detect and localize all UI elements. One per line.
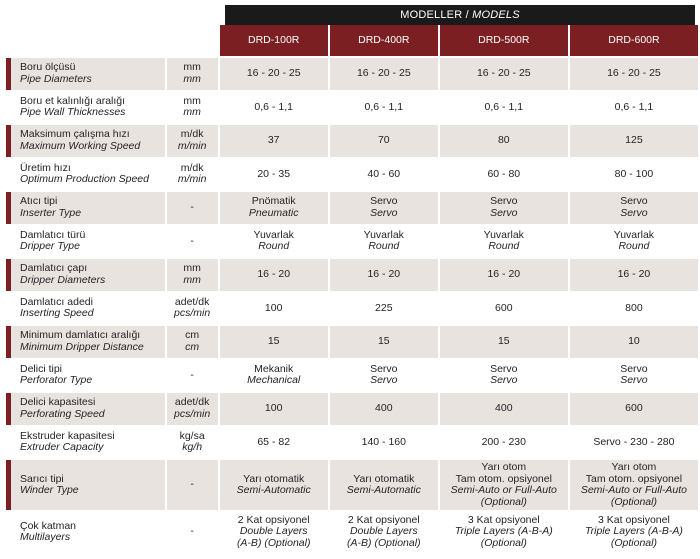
spec-label-tr: Damlatıcı türü xyxy=(20,228,86,241)
spec-value xyxy=(570,224,698,258)
spec-row xyxy=(6,391,698,425)
spec-value-en: Semi-Auto or Full-Auto xyxy=(580,484,688,496)
spec-value-l1: Yarı otom xyxy=(611,461,657,473)
row-accent-bar xyxy=(6,460,11,510)
spec-value xyxy=(220,257,328,291)
spec-value-en: Triple Layers (A-B-A) xyxy=(454,525,553,538)
spec-value xyxy=(440,190,568,224)
spec-unit-en: pcs/min xyxy=(174,307,211,320)
spec-value-l1: Servo - 230 - 280 xyxy=(593,435,675,448)
spec-value-l1: 2 Kat opsiyonel xyxy=(347,513,420,526)
row-accent-bar xyxy=(6,259,11,291)
spec-label xyxy=(6,458,165,510)
spec-value xyxy=(330,257,438,291)
spec-value-l1: Yuvarlak xyxy=(253,228,294,241)
spec-unit-tr: - xyxy=(190,525,194,538)
spec-value xyxy=(570,123,698,157)
spec-label-en: Inserter Type xyxy=(20,206,82,219)
spec-value-en: Servo xyxy=(490,374,518,387)
spec-label xyxy=(6,358,165,392)
spec-value-l1: Servo xyxy=(490,195,518,208)
spec-row xyxy=(6,510,698,552)
spec-unit-tr: - xyxy=(190,368,194,381)
model-drd-600r: DRD-600R xyxy=(570,25,698,56)
spec-label xyxy=(6,425,165,459)
spec-value xyxy=(440,458,568,510)
spec-value xyxy=(220,224,328,258)
spec-label-en: Dripper Diameters xyxy=(20,273,106,286)
spec-unit xyxy=(167,324,218,358)
spec-value-l1: 600 xyxy=(495,301,513,314)
spec-value-l1: Yarı otom xyxy=(481,461,527,473)
spec-label xyxy=(6,90,165,124)
spec-value xyxy=(440,56,568,90)
spec-value xyxy=(220,510,328,552)
spec-value xyxy=(220,324,328,358)
spec-value xyxy=(570,425,698,459)
spec-unit xyxy=(167,425,218,459)
spec-label-tr: Boru ölçüsü xyxy=(20,61,76,74)
spec-label-tr: Delici tipi xyxy=(20,362,63,375)
spec-value-en: Round xyxy=(488,240,520,253)
spec-value-l1: 10 xyxy=(628,335,640,347)
spec-unit-en: pcs/min xyxy=(174,407,211,420)
spec-label-tr: Damlatıcı çapı xyxy=(20,262,88,275)
spec-value xyxy=(330,190,438,224)
spec-value xyxy=(570,391,698,425)
spec-value-en: Servo xyxy=(620,374,648,387)
spec-row xyxy=(6,358,698,392)
spec-label xyxy=(6,190,165,224)
spec-value-l1: Mekanik xyxy=(254,362,294,375)
spec-value xyxy=(570,190,698,224)
spec-value-en: Round xyxy=(258,240,290,253)
spec-label xyxy=(6,510,165,552)
spec-value xyxy=(440,224,568,258)
spec-value-en: Semi-Auto or Full-Auto xyxy=(450,484,557,496)
spec-unit-en: mm xyxy=(183,106,201,119)
spec-value-l1: 400 xyxy=(375,402,393,414)
spec-value-en: Pneumatic xyxy=(248,206,299,219)
spec-value xyxy=(570,358,698,392)
spec-unit-tr: m/dk xyxy=(180,128,204,141)
spec-value-l1: Servo xyxy=(370,362,398,375)
spec-value xyxy=(330,391,438,425)
spec-row xyxy=(6,324,698,358)
spec-value-l1: 0,6 - 1,1 xyxy=(614,100,654,113)
spec-label-en: Dripper Type xyxy=(20,240,80,253)
spec-value-l1: Yuvarlak xyxy=(613,228,655,241)
spec-row xyxy=(6,291,698,325)
spec-value xyxy=(330,157,438,191)
spec-value xyxy=(220,458,328,510)
spec-value xyxy=(440,391,568,425)
spec-value xyxy=(220,291,328,325)
spec-value-l1: 65 - 82 xyxy=(257,435,291,448)
spec-unit xyxy=(167,224,218,258)
spec-row xyxy=(6,56,698,90)
spec-label-en: Extruder Capacity xyxy=(20,441,104,454)
spec-value-l1: 16 - 20 - 25 xyxy=(356,67,411,79)
models-banner xyxy=(225,5,695,25)
model-drd-100r: DRD-100R xyxy=(220,25,328,56)
spec-value-l2: Tam otom. opsiyonel xyxy=(455,472,552,485)
spec-unit xyxy=(167,510,218,552)
spec-label-tr: Minimum damlatıcı aralığı xyxy=(20,329,141,342)
spec-label-en: Pipe Wall Thicknesses xyxy=(20,106,126,119)
spec-unit-tr: adet/dk xyxy=(174,295,210,308)
spec-value-l1: 37 xyxy=(267,134,280,146)
spec-value-l1: Servo xyxy=(620,195,648,208)
spec-value-l1: 100 xyxy=(264,402,283,414)
spec-value-l1: 16 - 20 - 25 xyxy=(476,67,531,79)
spec-value xyxy=(220,358,328,392)
spec-value xyxy=(570,291,698,325)
spec-unit-tr: - xyxy=(190,478,194,491)
spec-value-en: Semi-Automatic xyxy=(236,484,311,496)
spec-label-en: Maximum Working Speed xyxy=(20,139,141,152)
spec-value-l1: 2 Kat opsiyonel xyxy=(237,513,310,526)
spec-label xyxy=(6,324,165,358)
spec-value xyxy=(570,458,698,510)
spec-value xyxy=(220,157,328,191)
spec-value xyxy=(330,123,438,157)
spec-value-l1: 0,6 - 1,1 xyxy=(254,100,293,113)
spec-label xyxy=(6,291,165,325)
spec-label xyxy=(6,157,165,191)
header-blank xyxy=(6,25,165,56)
spec-value-en2: (Optional) xyxy=(480,536,527,549)
spec-label-en: Perforating Speed xyxy=(20,407,105,420)
spec-unit xyxy=(167,458,218,510)
spec-value-l1: Servo xyxy=(490,362,518,375)
spec-value-en2: (Optional) xyxy=(610,536,657,549)
spec-value-l1: Pnömatik xyxy=(251,195,296,208)
spec-label-en: Inserting Speed xyxy=(20,307,94,320)
spec-row xyxy=(6,157,698,191)
spec-value-l1: Yuvarlak xyxy=(483,228,524,241)
spec-value xyxy=(330,291,438,325)
spec-value-en: Double Layers xyxy=(239,525,308,538)
spec-value xyxy=(440,157,568,191)
spec-value-en: Triple Layers (A-B-A) xyxy=(585,525,683,538)
spec-value-l1: 600 xyxy=(625,402,643,414)
spec-value xyxy=(330,224,438,258)
spec-value-l1: 16 - 20 xyxy=(617,268,651,280)
spec-table xyxy=(4,25,700,552)
spec-unit-tr: mm xyxy=(183,61,201,74)
spec-label-tr: Damlatıcı adedi xyxy=(20,295,93,308)
spec-value-l1: Servo xyxy=(370,195,398,208)
spec-value-l1: 800 xyxy=(625,301,643,314)
spec-label xyxy=(6,224,165,258)
spec-unit xyxy=(167,257,218,291)
spec-value xyxy=(330,358,438,392)
spec-unit-tr: mm xyxy=(183,262,201,275)
spec-value-en2: (Optional) xyxy=(610,495,657,508)
spec-value-l1: 16 - 20 - 25 xyxy=(246,67,301,79)
spec-value-en2: (A-B) (Optional) xyxy=(236,536,311,549)
spec-unit-en: kg/h xyxy=(182,441,203,454)
spec-value xyxy=(220,123,328,157)
spec-value-en: Double Layers xyxy=(349,525,418,538)
spec-value-l1: Yarı otomatik xyxy=(243,472,305,485)
spec-value-en: Servo xyxy=(370,374,398,387)
spec-unit-tr: mm xyxy=(183,94,201,107)
spec-value-l1: 20 - 35 xyxy=(257,167,291,180)
spec-value xyxy=(440,510,568,552)
spec-unit xyxy=(167,157,218,191)
spec-value-l1: 200 - 230 xyxy=(481,435,526,448)
spec-unit-tr: - xyxy=(190,201,194,213)
spec-value-l1: 40 - 60 xyxy=(367,167,401,180)
spec-row xyxy=(6,425,698,459)
spec-value xyxy=(570,510,698,552)
spec-label-tr: Atıcı tipi xyxy=(20,195,58,208)
spec-value-l1: Servo xyxy=(620,362,648,375)
spec-unit-tr: m/dk xyxy=(180,161,204,174)
spec-body xyxy=(6,56,698,552)
spec-label-en: Pipe Diameters xyxy=(20,72,92,85)
spec-value-l1: 125 xyxy=(625,134,643,146)
spec-label-en: Multilayers xyxy=(20,531,71,543)
spec-label-en: Winder Type xyxy=(20,484,79,496)
spec-label-tr: Boru et kalınlığı aralığı xyxy=(20,94,126,107)
spec-unit-en: m/min xyxy=(177,173,207,186)
spec-value xyxy=(330,324,438,358)
spec-unit-tr: kg/sa xyxy=(179,429,205,442)
spec-row xyxy=(6,190,698,224)
spec-value xyxy=(440,425,568,459)
spec-value-en: Servo xyxy=(620,206,648,219)
model-header-row xyxy=(6,25,698,56)
spec-value-l1: 70 xyxy=(377,134,390,146)
spec-value-l1: 140 - 160 xyxy=(361,435,406,448)
spec-row xyxy=(6,458,698,510)
spec-value xyxy=(570,324,698,358)
spec-value xyxy=(570,157,698,191)
spec-unit-en: mm xyxy=(183,72,201,85)
spec-label-tr: Çok katman xyxy=(20,519,77,532)
spec-value-l1: 0,6 - 1,1 xyxy=(484,100,524,113)
spec-unit-tr: cm xyxy=(185,329,200,342)
spec-value-en2: (Optional) xyxy=(480,495,527,508)
spec-label-tr: Ekstruder kapasitesi xyxy=(20,429,115,442)
spec-unit-en: m/min xyxy=(177,139,207,152)
spec-value-l2: Tam otom. opsiyonel xyxy=(585,472,683,485)
spec-value-l1: 16 - 20 xyxy=(487,268,521,280)
spec-label-en: Perforator Type xyxy=(20,374,93,387)
spec-value-l1: Yarı otomatik xyxy=(353,472,415,485)
spec-unit-tr: adet/dk xyxy=(174,396,210,409)
spec-unit xyxy=(167,190,218,224)
spec-value xyxy=(220,190,328,224)
row-accent-bar xyxy=(6,58,11,90)
spec-value xyxy=(220,90,328,124)
spec-value-l1: 3 Kat opsiyonel xyxy=(467,513,540,526)
model-drd-400r: DRD-400R xyxy=(330,25,438,56)
spec-value xyxy=(330,90,438,124)
spec-value xyxy=(220,425,328,459)
spec-label xyxy=(6,123,165,157)
spec-value-en2: (A-B) (Optional) xyxy=(347,536,421,549)
spec-value-en: Round xyxy=(368,240,400,253)
row-accent-bar xyxy=(6,125,11,157)
spec-value-l1: 0,6 - 1,1 xyxy=(364,100,404,113)
spec-value xyxy=(570,56,698,90)
spec-value-l1: 400 xyxy=(495,402,513,414)
spec-value xyxy=(440,90,568,124)
spec-row xyxy=(6,123,698,157)
spec-value-l1: 15 xyxy=(497,335,510,347)
banner-title-en: MODELS xyxy=(472,9,520,21)
spec-value-en: Semi-Automatic xyxy=(346,484,421,496)
spec-value-en: Servo xyxy=(370,206,398,219)
spec-value-l1: 100 xyxy=(264,301,283,314)
spec-value xyxy=(440,358,568,392)
spec-value xyxy=(570,257,698,291)
spec-label xyxy=(6,56,165,90)
spec-label-en: Minimum Dripper Distance xyxy=(20,340,144,353)
model-drd-500r: DRD-500R xyxy=(440,25,568,56)
spec-value-en: Mechanical xyxy=(247,374,301,387)
spec-unit-tr: - xyxy=(190,234,194,247)
row-accent-bar xyxy=(6,326,11,358)
header-blank-unit xyxy=(167,25,218,56)
spec-row xyxy=(6,90,698,124)
spec-label-tr: Delici kapasitesi xyxy=(20,396,96,409)
spec-value-l1: 16 - 20 - 25 xyxy=(607,67,661,79)
spec-row xyxy=(6,224,698,258)
spec-unit xyxy=(167,358,218,392)
spec-value-l1: 16 - 20 xyxy=(367,268,401,280)
spec-label-tr: Maksimum çalışma hızı xyxy=(20,128,130,141)
spec-value-l1: Yuvarlak xyxy=(363,228,404,241)
spec-value-en: Round xyxy=(618,240,650,253)
spec-unit xyxy=(167,56,218,90)
spec-unit xyxy=(167,291,218,325)
banner-title-tr: MODELLER / xyxy=(400,9,473,21)
spec-unit-en: mm xyxy=(183,273,201,286)
spec-value xyxy=(220,391,328,425)
spec-value-l1: 3 Kat opsiyonel xyxy=(598,513,670,526)
spec-label xyxy=(6,257,165,291)
spec-value xyxy=(440,291,568,325)
spec-label xyxy=(6,391,165,425)
spec-value xyxy=(330,458,438,510)
spec-value-en: Servo xyxy=(490,206,518,219)
spec-unit-en: cm xyxy=(185,340,200,353)
spec-label-tr: Üretim hızı xyxy=(20,161,71,174)
spec-value xyxy=(330,56,438,90)
spec-unit xyxy=(167,90,218,124)
spec-value xyxy=(440,324,568,358)
spec-row xyxy=(6,257,698,291)
row-accent-bar xyxy=(6,393,11,425)
spec-value-l1: 16 - 20 xyxy=(257,268,291,280)
spec-value xyxy=(440,257,568,291)
spec-value-l1: 225 xyxy=(375,301,393,314)
spec-label-tr: Sarıcı tipi xyxy=(20,472,64,485)
spec-unit xyxy=(167,123,218,157)
spec-value-l1: 15 xyxy=(377,335,390,347)
spec-value xyxy=(440,123,568,157)
spec-value xyxy=(220,56,328,90)
spec-label-en: Optimum Production Speed xyxy=(20,173,149,186)
spec-value-l1: 15 xyxy=(267,335,280,347)
spec-value xyxy=(330,425,438,459)
spec-value-l1: 80 - 100 xyxy=(614,167,654,180)
spec-value-l1: 60 - 80 xyxy=(487,167,521,180)
spec-value xyxy=(330,510,438,552)
row-accent-bar xyxy=(6,192,11,224)
spec-unit xyxy=(167,391,218,425)
spec-value xyxy=(570,90,698,124)
spec-value-l1: 80 xyxy=(497,134,510,146)
